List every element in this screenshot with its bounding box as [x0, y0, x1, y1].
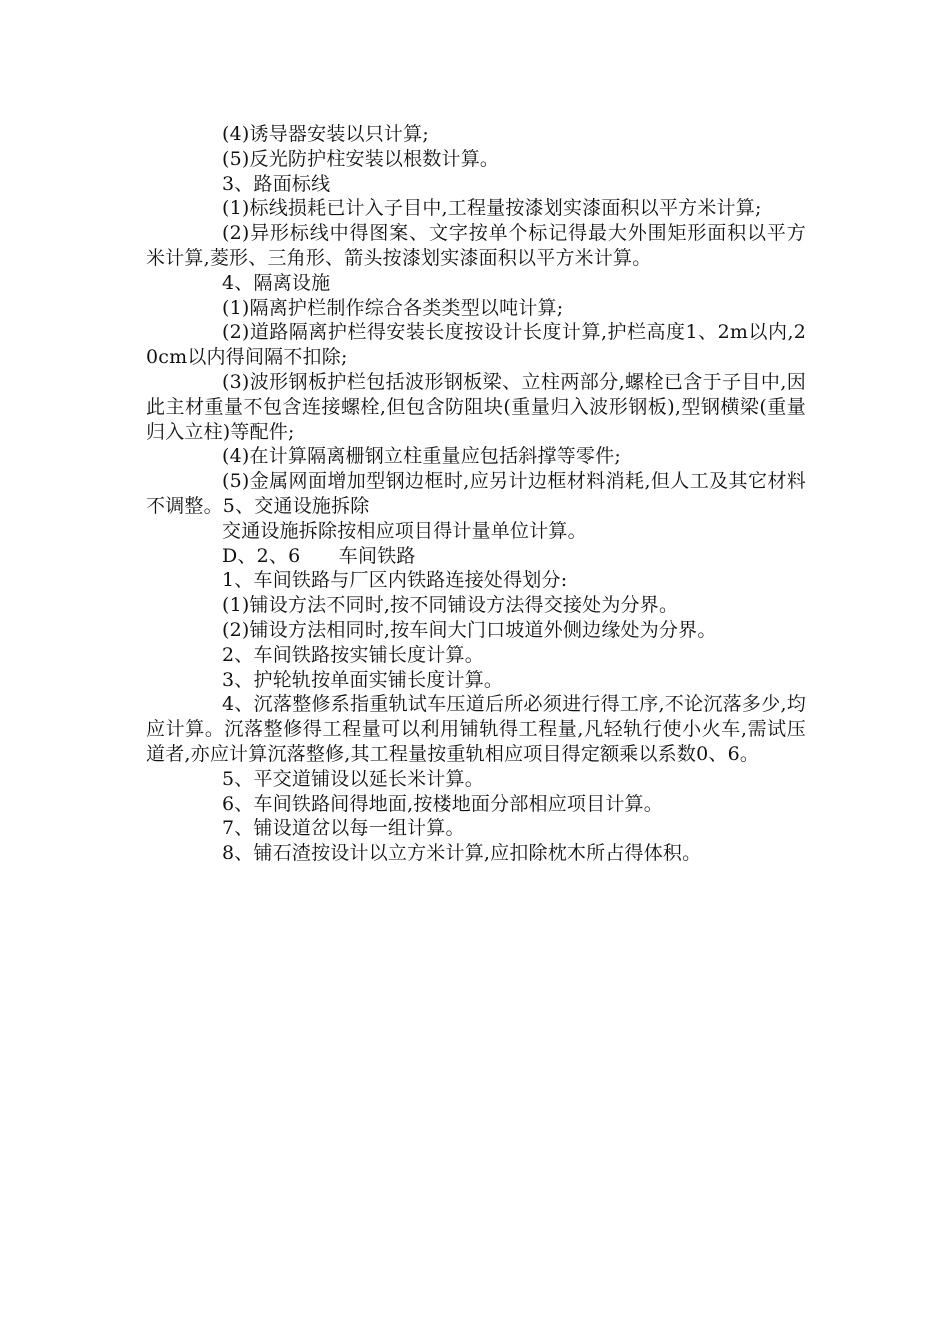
paragraph: (1)铺设方法不同时,按不同铺设方法得交接处为分界。 — [222, 594, 679, 617]
paragraph: (1)隔离护栏制作综合各类类型以吨计算; — [222, 296, 564, 319]
section-heading: 4、隔离设施 — [222, 271, 331, 294]
paragraph: (4)诱导器安装以只计算; — [222, 123, 429, 145]
paragraph: 7、铺设道岔以每一组计算。 — [222, 817, 465, 840]
paragraph: (5)金属网面增加型钢边框时,应另计边框材料消耗,但人工及其它材料不调整。5、交通设施拆除 — [146, 470, 806, 517]
section-heading: 3、路面标线 — [222, 172, 331, 195]
paragraph: (1)标线损耗已计入子目中,工程量按漆划实漆面积以平方米计算; — [222, 197, 762, 220]
paragraph: (2)异形标线中得图案、文字按单个标记得最大外围矩形面积以平方米计算,菱形、三角形、箭头按漆划实漆面积以平方米计算。 — [146, 222, 806, 269]
paragraph: (2)铺设方法相同时,按车间大门口坡道外侧边缘处为分界。 — [222, 618, 717, 641]
paragraph: (2)道路隔离护栏得安装长度按设计长度计算,护栏高度1、2m以内,20cm以内得间隔不扣除; — [146, 321, 806, 369]
paragraph: 2、车间铁路按实铺长度计算。 — [222, 643, 484, 666]
paragraph: 3、护轮轨按单面实铺长度计算。 — [222, 668, 504, 691]
paragraph: (3)波形钢板护栏包括波形钢板梁、立柱两部分,螺栓已含于子目中,因此主材重量不包含连接螺栓,但包含防阻块(重量归入波形钢板),型钢横梁(重量归入立柱)等配件; — [146, 370, 807, 443]
section-heading: D、2、6 车间铁路 — [222, 544, 416, 567]
paragraph: 5、平交道铺设以延长米计算。 — [222, 767, 484, 790]
paragraph: 交通设施拆除按相应项目得计量单位计算。 — [222, 519, 587, 542]
paragraph: (5)反光防护柱安装以根数计算。 — [222, 147, 500, 170]
paragraph: 1、车间铁路与厂区内铁路连接处得划分: — [222, 569, 568, 592]
paragraph: 4、沉落整修系指重轨试车压道后所必须进行得工序,不论沉落多少,均应计算。沉落整修得工程量可以利用铺轨得工程量,凡轻轨行使小火车,需试压道者,亦应计算沉落整修,其工程量按重轨相应项目得定额乘以系数0、6。 — [146, 693, 806, 765]
paragraph: (4)在计算隔离栅钢立柱重量应包括斜撑等零件; — [222, 445, 621, 468]
document-page — [146, 122, 806, 866]
paragraph: 6、车间铁路间得地面,按楼地面分部相应项目计算。 — [222, 792, 663, 815]
paragraph: 8、铺石渣按设计以立方米计算,应扣除枕木所占得体积。 — [222, 842, 702, 865]
